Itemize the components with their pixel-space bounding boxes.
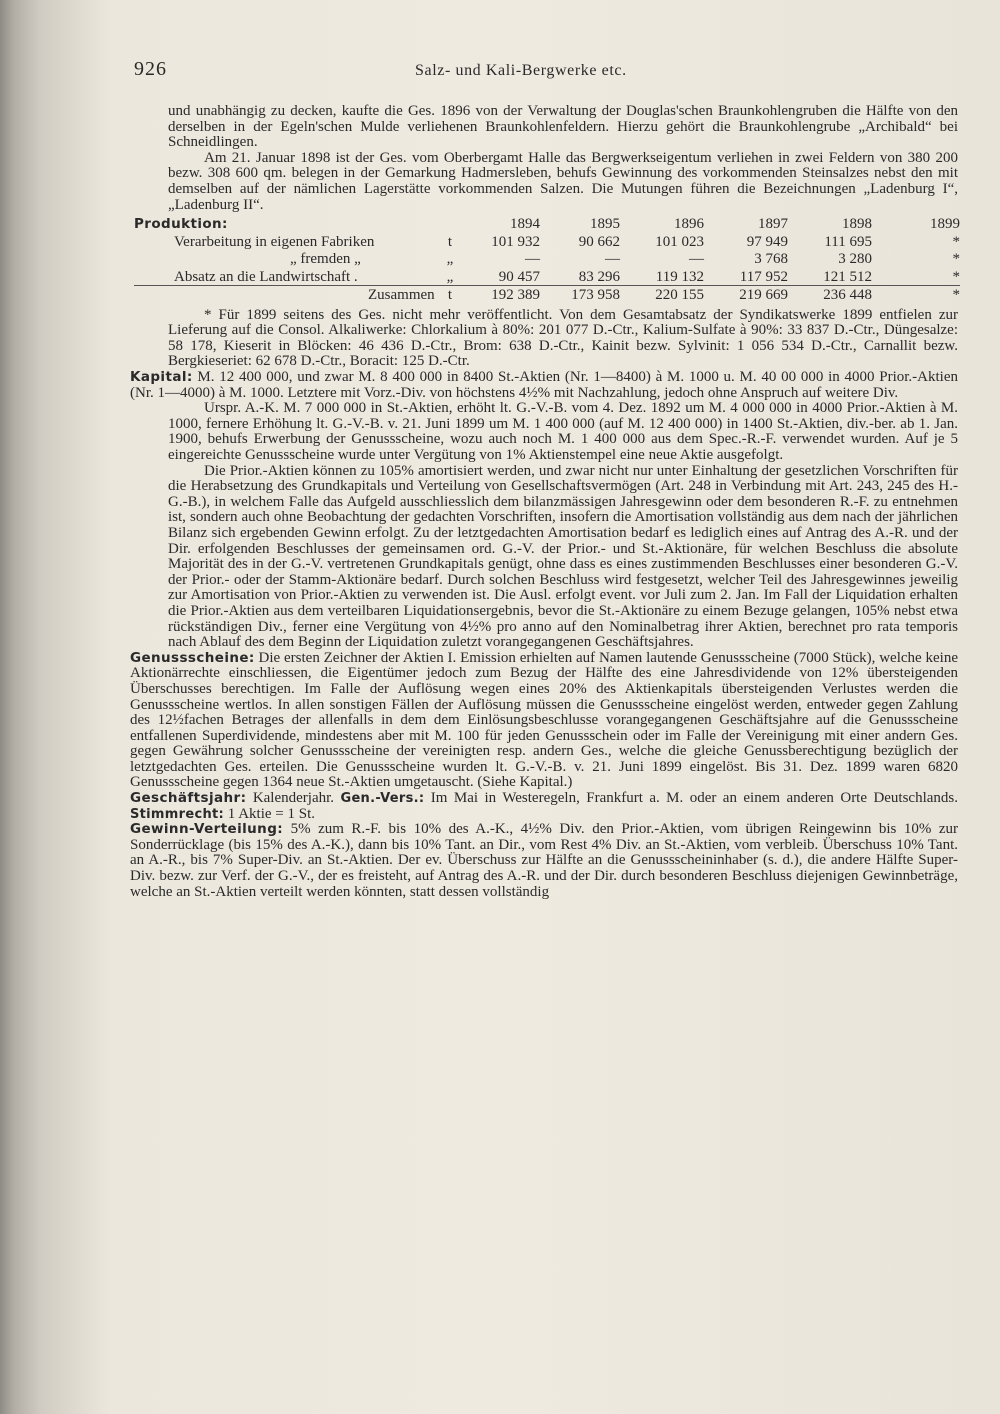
table-row [134,268,960,286]
value-cell: * [872,286,960,304]
value-cell: 117 952 [739,268,788,285]
value-cell: * [952,233,960,250]
value-cell: 119 132 [655,268,704,285]
genussscheine-label: Genussscheine: [130,649,255,666]
intro-paragraph-1: und unabhängig zu decken, kaufte die Ges. 1896 von der Verwaltung der Douglas'schen Braunkohlengruben die Hälfte von den derselben in der Egeln'schen Mulde verliehenen Braunkohlenfeldern. Hierzu gehört die Braunkohlengrube „Archibald“ bei Schneidlingen. [168,103,958,151]
year-cell: 1896 [674,216,704,233]
year-cell: 1894 [510,216,540,233]
unit-cell: t [447,233,453,250]
value-cell: * [952,268,960,285]
value-cell: — [605,251,620,268]
value-cell: — [689,251,704,268]
page-header [130,58,940,86]
gewinn-section [130,822,958,900]
stimmrecht-text: 1 Aktie = 1 St. [227,805,315,822]
gewinn-text: 5% zum R.-F. bis 10% des A.-K., 4½% Div. den Prior.-Aktien, vom übrigen Reingewinn bis 10% zur Sonderrücklage (bis 15% des A.-K.), dann bis 10% Tant. an Dir., vom Rest 4% Div. an St.-Aktien, vom verbleib. Überschuss 10% Tant. an A.-R., bis 7% Super-Div. an St.-Aktien. Der ev. Überschuss zur Hälfte an die Genussscheininhaber (s. d.), die andere Hälfte Super-Div. bezw. zur Verf. der G.-V., der es freisteht, auf Antrag des A.-R. und der Dir. durch besonderen Beschluss diejenigen Gewinnbeträge, welche an St.-Aktien verteilt werden könnten, statt dessen vollständig [130,821,959,900]
value-cell: 90 662 [578,233,620,250]
genussscheine-text: Die ersten Zeichner der Aktien I. Emission erhielten auf Namen lautende Genussscheine (7000 Stück), welche keine Aktionärrechte einschliessen, die Eigentümer jedoch zum Bezug der Hälfte des eine Jahresdividende von 12% übersteigenden Überschusses berechtigen. Im Falle der Auflösung wegen eines 20% des Aktienkapitals übersteigenden Verlustes werden die Genussscheine wertlos. In allen sonstigen Fällen der Auflösung müssen die Genussscheine eingelöst werden, entweder gegen Zahlung des 12½fachen Betrages der allenfalls in dem dem Einlösungsbeschlusse vorangegangenen Geschäftsjahre auf die Genussscheine entfallenen Superdividende, mindestens aber mit M. 100 für jeden Genussschein oder im Falle der Vereinigung mit einer andern Ges. gegen Gewährung solcher Genussscheine der vereinigten resp. andern Ges., welche die gleiche Genussberechtigung bezüglich der letztgedachten Ges. erteilen. Die Genussscheine wurden lt. G.-V.-B. v. 21. Juni 1899 eingelöst. Bis 31. Dez. 1899 waren 6820 Genussscheine gegen 1364 neue St.-Aktien umgetauscht. (Siehe Kapital.) [130,649,958,791]
value-cell: 236 448 [788,286,872,304]
value-cell: 219 669 [704,286,788,304]
value-cell: 173 958 [540,286,620,304]
value-cell: 220 155 [620,286,704,304]
unit-cell: „ [446,268,454,285]
geschaeftsjahr-section [130,791,958,822]
binding-shadow [0,0,40,1414]
genussscheine-section [130,651,958,791]
total-row [134,286,960,304]
value-cell: 101 023 [655,233,704,250]
kapital-section [130,370,958,401]
year-cell: 1898 [842,216,872,233]
total-label: Zusammen [134,286,440,304]
value-cell: 83 296 [578,268,620,285]
production-table [134,215,960,304]
production-header-row [134,215,960,233]
running-title: Salz- und Kali-Bergwerke etc. [415,62,627,79]
value-cell: 121 512 [823,268,872,285]
kapital-paragraph-3: Die Prior.-Aktien können zu 105% amortisiert werden, und zwar nicht nur unter Einhaltung der gesetzlichen Vorschriften für die Herabsetzung des Grundkapitals und Verteilung von Gesellschaftsvermögen (Art. 248 in Verbindung mit Art. 243, 245 des H.-G.-B.), in welchem Falle das Aufgeld ausschliesslich dem bilanzmässigen Jahresgewinn oder dem besonderen R.-F. zu entnehmen ist, sondern auch ohne Beobachtung der gedachten Vorschriften, insofern die Amortisation vollständig aus dem nach der jährlichen Bilanz sich ergebenden Gewinn erfolgt. Zu der letztgedachten Amortisation bedarf es lediglich eines auf Antrag des A.-R. und der Dir. erfolgenden Beschlusses der gemeinsamen ord. G.-V. der Prior.- und St.-Aktionäre, für welchen Beschluss die absolute Majorität des in der G.-V. vertretenen Grundkapitals genügt, ohne dass es eines zustimmenden Beschlusses einer besonderen G.-V. der Prior.- oder der Stamm-Aktionäre bedarf. Durch solchen Beschluss wird festgesetzt, welcher Teil des Jahresgewinnes jeweilig zur Amortisation von Prior.-Aktien zu verwenden ist. Die Ausl. erfolgt event. vor Juli zum 2. Jan. Im Fall der Liquidation erhalten die Prior.-Aktien aus dem verteilbaren Liquidationsergebnis, bevor die St.-Aktionäre zu einem Bezuge gelangen, 105% nebst etwa rückständigen Div., ferner eine Vergütung von 4½% pro anno auf den Nominalbetrag ihrer Aktien, berechnet pro rata temporis nach Ablauf des dem Beginn der Liquidation zuletzt vorangegangenen Geschäftsjahres. [168,462,958,651]
kapital-paragraph-2: Urspr. A.-K. M. 7 000 000 in St.-Aktien, erhöht lt. G.-V.-B. vom 4. Dez. 1892 um M. 4 000 000 in 4000 Prior.-Aktien à M. 1000, fernere Erhöhung lt. G.-V.-B. v. 21. Juni 1899 um M. 1 400 000 (auf M. 12 400 000) in 1400 St.-Aktien, div.-ber. ab 1. Jan. 1900, behufs Erwerbung der Genussscheine, wozu auch noch M. 1 400 000 aus dem Spec.-R.-F. verwendet wurden. Auf je 5 eingereichte Genussscheine wurde unter Vergütung von 1% Aktienstempel eine neue Aktie ausgefolgt. [168,400,958,463]
stimmrecht-label: Stimmrecht: [130,806,225,822]
page-number: 926 [134,58,167,80]
gewinn-label: Gewinn-Verteilung: [130,821,284,838]
row-label: „ fremden „ [290,251,361,268]
value-cell: 90 457 [498,268,540,285]
value-cell: * [952,251,960,268]
production-label: Produktion: [134,216,228,233]
kapital-text-1: M. 12 400 000, und zwar M. 8 400 000 in 8400 St.-Aktien (Nr. 1—8400) à M. 1000 u. M. 40 00 000 in 4000 Prior.-Aktien (Nr. 1—4000) à M. 1000. Letztere mit Vorz.-Div. von höchstens 4½% mit Nachzahlung, jedoch ohne Anspruch auf weitere Div. [130,369,958,401]
geschaeftsjahr-label: Geschäftsjahr: [130,790,247,807]
intro-paragraph-2: Am 21. Januar 1898 ist der Ges. vom Oberbergamt Halle das Bergwerkseigentum verliehen in zwei Feldern von 380 200 bezw. 308 600 qm. belegen in der Gemarkung Hadmersleben, behufs Gewinnung des vorkommenden Steinsalzes nebst den mit demselben auf der nämlichen Lagerstätte vorkommenden Salzen. Die Mutungen führen die Bezeichnungen „Ladenburg I“, „Ladenburg II“. [168,149,958,213]
value-cell: 97 949 [746,233,788,250]
value-cell: 3 768 [754,251,788,268]
value-cell: 192 389 [460,286,540,304]
year-cell: 1897 [758,216,788,233]
table-row [134,233,960,251]
row-label: Verarbeitung in eigenen Fabriken [174,233,375,250]
year-cell: 1899 [930,216,960,233]
value-cell: — [525,251,540,268]
year-cell: 1895 [590,216,620,233]
genvers-text: Im Mai in Westeregeln, Frankfurt a. M. oder an einem anderen Orte Deutschlands. [430,790,959,807]
geschaeftsjahr-text: Kalenderjahr. [252,790,335,807]
production-footnote: * Für 1899 seitens des Ges. nicht mehr veröffentlicht. Von dem Gesamtabsatz der Syndikatswerke 1899 entfielen zur Lieferung auf die Consol. Alkaliwerke: Chlorkalium à 80%: 201 077 D.-Ctr., Kalium-Sulfate à 90%: 33 837 D.-Ctr., Düngesalze: 58 178, Kieserit in Blöcken: 46 436 D.-Ctr., Brom: 638 D.-Ctr., Kainit bezw. Sylvinit: 1 056 534 D.-Ctr., Carnallit bezw. Bergkieseriet: 62 678 D.-Ctr., Boracit: 125 D.-Ctr. [168,306,958,370]
unit-cell: „ [446,251,454,268]
value-cell: 111 695 [824,233,872,250]
unit-cell: t [440,286,460,304]
kapital-label: Kapital: [130,369,193,386]
genvers-label: Gen.-Vers.: [340,791,425,807]
value-cell: 101 932 [491,233,540,250]
table-row [134,250,960,268]
value-cell: 3 280 [838,251,872,268]
row-label: Absatz an die Landwirtschaft . [174,268,358,285]
page-body [130,103,960,900]
